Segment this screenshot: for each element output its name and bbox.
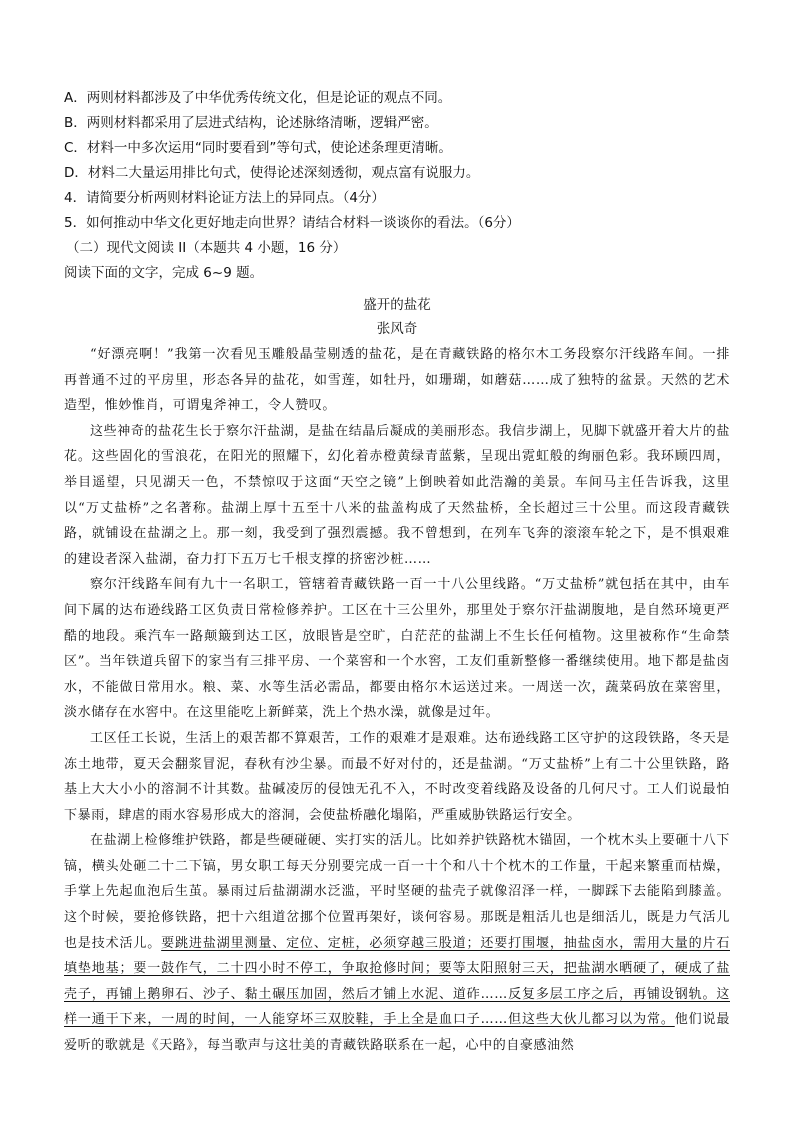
article-author: 张风奇 bbox=[376, 321, 418, 337]
paragraph-3: 察尔汗线路车间有九十一名职工，管辖着青藏铁路一百一十八公里线路。“万丈盐桥”就包括在其中，由车间下属的达布逊线路工区负责日常检修养护。工区在十三公里外，那里处于察尔汗盐湖腹地，是自然环境更严酷的地段。乘汽车一路颠簸到达工区，放眼皆是空旷，白茫茫的盐湖上不生长任何植物。这里被称作“生命禁区”。当年铁道兵留下的家当有三排平房、一个菜窖和一个水窖，工友们重新整修一番继续使用。地下都是盐卤水，不能做日常用水。粮、菜、水等生活必需品，都要由格尔木运送过来。一周送一次，蔬菜码放在菜窖里，淡水储存在水窖中。在这里能吃上新鲜菜，洗上个热水澡，就像是过年。 bbox=[64, 577, 730, 721]
paragraph-2: 这些神奇的盐花生长于察尔汗盐湖，是盐在结晶后凝成的美丽形态。我信步湖上，见脚下就盛开着大片的盐花。这些固化的雪浪花，在阳光的照耀下，幻化着赤橙黄绿青蓝紫，呈现出霓虹般的绚丽色彩。我环顾四周，举目遥望，只见湖天一色，不禁惊叹于这面“天空之镜”上倒映着如此浩瀚的美景。车间马主任告诉我，这里以“万丈盐桥”之名著称。盐湖上厚十五至十八米的盐盖构成了天然盐桥，全长超过三十公里。而这段青藏铁路，就铺设在盐湖之上。那一刻，我受到了强烈震撼。我不曾想到，在列车飞奔的滚滚车轮之下，是不惧艰难的建设者深入盐湖，奋力打下五万七千根支撑的挤密沙桩…… bbox=[64, 423, 730, 567]
questions-block bbox=[64, 86, 730, 286]
paragraph-4: 工区任工长说，生活上的艰苦都不算艰苦，工作的艰难才是艰难。达布逊线路工区守护的这段铁路，冬天是冻土地带，夏天会翻浆冒泥，春秋有沙尘暴。而最不好对付的，还是盐湖。“万丈盐桥”上有二十公里铁路，路基上大大小小的溶洞不计其数。盐碱凌厉的侵蚀无孔不入，不时改变着线路及设备的几何尺寸。工人们说最怕下暴雨，肆虐的雨水容易形成大的溶洞，会使盐桥融化塌陷，严重威胁铁路运行安全。 bbox=[64, 730, 730, 823]
paragraph-5-intro: 在盐湖上检修维护铁路，都是些硬碰硬、实打实的活儿。比如养护铁路枕木锚固，一个枕木头上要砸十八下镐，横头处砸二十二下镐，男女职工每天分别要完成一百一十个和八十个枕木的工作量，干起来繁重而枯燥，手掌上先起血泡后生茧。暴雨过后盐湖湖水泛滥，平时坚硬的盐壳子就像沼泽一样，一脚踩下去能陷到膝盖。这个时候，要抢修铁路，把十六组道岔挪个位置再架好，谈何容易。那既是粗活儿也是细活儿，既是力气活儿也是技术活儿。 bbox=[64, 833, 730, 951]
option-d: D．材料二大量运用排比句式，使得论述深刻透彻，观点富有说服力。 bbox=[64, 165, 480, 181]
option-c: C．材料一中多次运用“同时要看到”等句式，使论述条理更清晰。 bbox=[64, 140, 452, 156]
question-4: 4．请简要分析两则材料论证方法上的异同点。（4分） bbox=[64, 190, 385, 206]
option-a: A．两则材料都涉及了中华优秀传统文化，但是论证的观点不同。 bbox=[64, 90, 452, 106]
paragraph-5 bbox=[64, 828, 730, 1058]
article bbox=[64, 294, 730, 1059]
option-b: B．两则材料都采用了层进式结构，论述脉络清晰，逻辑严密。 bbox=[64, 115, 438, 131]
section-instruction: 阅读下面的文字，完成 6~9 题。 bbox=[64, 265, 264, 281]
section-heading: （二）现代文阅读 II（本题共 4 小题，16 分） bbox=[66, 240, 347, 256]
article-title: 盛开的盐花 bbox=[363, 297, 431, 313]
underlined-passage: 要跳进盐湖里测量、定位、定桩，必须穿越三股道；还要打围堰，抽盐卤水，需用大量的片石填垫地基；要一鼓作气，二十四小时不停工，争取抢修时间；要等太阳照射三天，把盐湖水晒硬了，硬成了盐壳子，再铺上鹅卵石、沙子、黏土碾压加固，然后才铺上水泥、道砟……反复多层工序之后，再铺设钢轨。这样一通干下来，一周的时间，一人能穿坏三双胶鞋，手上全是血口子……但这些大伙儿都习以为常。 bbox=[64, 935, 730, 1028]
paragraph-5-tail: 他们说最爱听的歌就是《天路》，每当歌声与这壮美的青藏铁路联系在一起，心中的自豪感油然 bbox=[64, 1012, 730, 1054]
paragraph-1: “好漂亮啊！”我第一次看见玉雕般晶莹剔透的盐花，是在青藏铁路的格尔木工务段察尔汗线路车间。一排再普通不过的平房里，形态各异的盐花，如雪莲，如牡丹，如珊瑚，如蘑菇……成了独特的盆景。天然的艺术造型，惟妙惟肖，可谓鬼斧神工，令人赞叹。 bbox=[64, 347, 730, 414]
question-5: 5．如何推动中华文化更好地走向世界？请结合材料一谈谈你的看法。（6分） bbox=[64, 215, 520, 231]
